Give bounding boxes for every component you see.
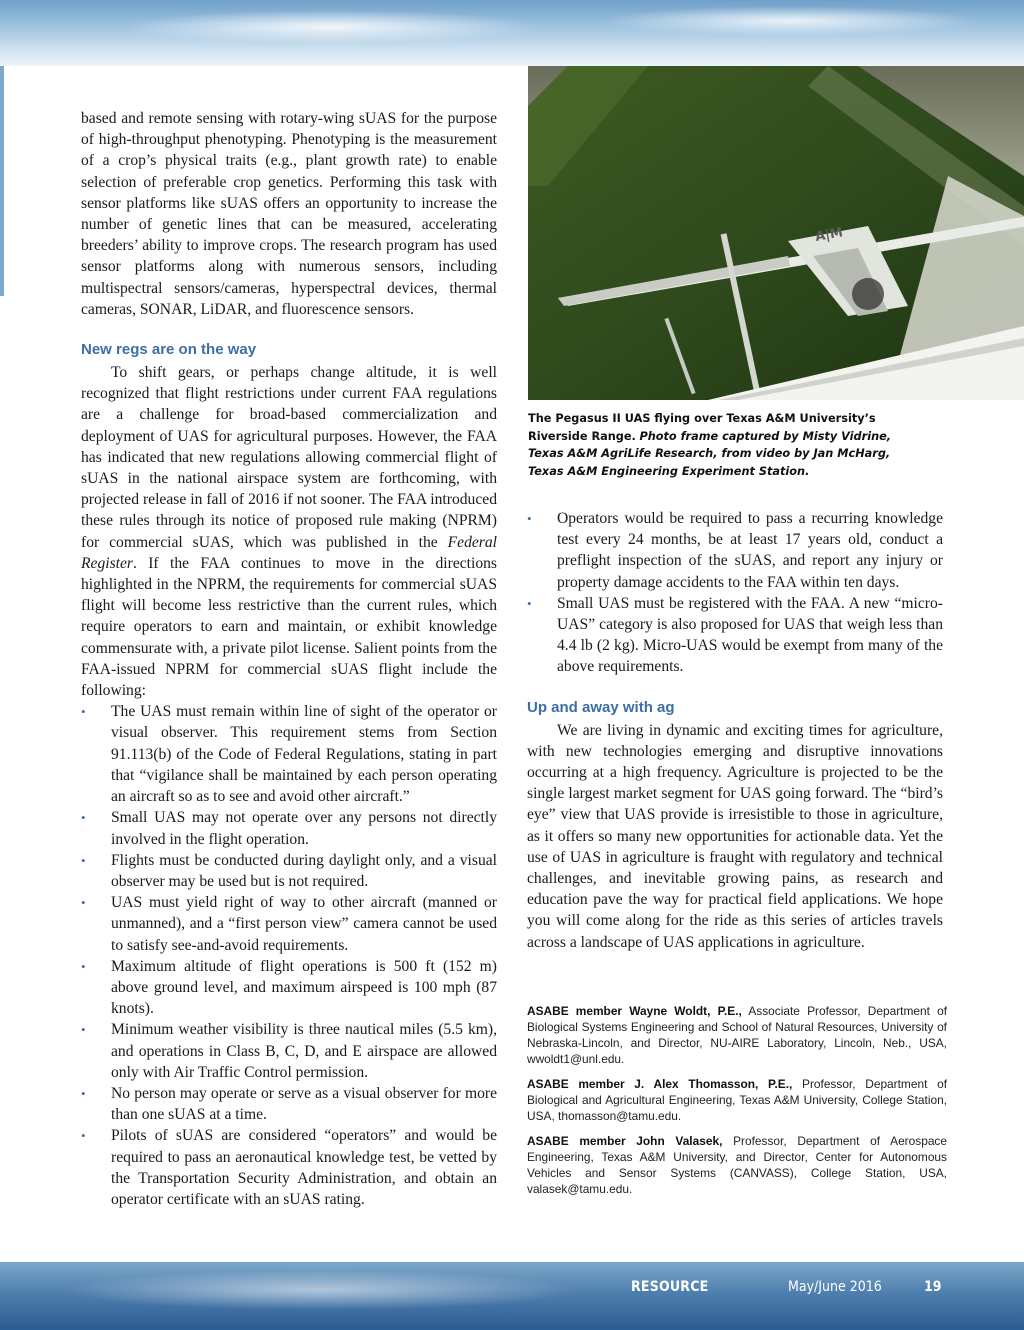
- list-item: • Maximum altitude of flight operations is 500 ft (152 m) above ground level, and maximum airspeed is 100 mph (87 knots).: [81, 957, 497, 1018]
- page-number: 19: [924, 1279, 942, 1295]
- footer-sky-band: [0, 1262, 1024, 1330]
- list-item: • Minimum weather visibility is three nautical miles (5.5 km), and operations in Class B, C, D, and E airspace are allowed only with Air Traffic Control permission.: [81, 1021, 497, 1081]
- author-bio: ASABE member Wayne Woldt, P.E., Associate Professor, Department of Biological Systems Engineering and School of Natural Resources, University of Nebraska-Lincoln, and Director, NU-AIRE Laboratory, Lincoln, Neb., USA, wwoldt1@unl.edu.: [527, 1004, 948, 1066]
- regs-bullet-list-continued: [527, 508, 943, 678]
- bullet-icon: •: [81, 958, 86, 974]
- aircraft-marking: A|M: [814, 225, 845, 245]
- bullet-icon: •: [81, 704, 86, 720]
- list-item: • Operators would be required to pass a recurring knowledge test every 24 months, be at least 17 years old, conduct a preflight inspection of the sUAS, and report any injury or property damage accidents to the FAA within ten days.: [527, 510, 943, 591]
- author-bios: [527, 1003, 947, 1206]
- cloud: [120, 10, 540, 44]
- list-item: • Flights must be conducted during daylight only, and a visual observer may be used but is not required.: [81, 851, 497, 890]
- list-item: • No person may operate or serve as a visual observer for more than one sUAS at a time.: [81, 1084, 497, 1124]
- bullet-icon: •: [81, 852, 86, 868]
- regs-paragraph: To shift gears, or perhaps change altitude, it is well recognized that flight restrictions under current FAA regulations are a challenge for broad-based commercialization and deployment of UAS for agricultural purposes. However, the FAA has indicated that new regulations allowing commercial flight of sUAS in the national airspace system are forthcoming, with projected release in fall of 2016 if not sooner. The FAA introduced these rules through its notice of proposed rule making (NPRM) for commercial sUAS, which was published in the Federal Register. If the FAA continues to move in the directions highlighted in the NPRM, the requirements for commercial sUAS flight will become less restrictive than the current rules, which require operators to earn and maintain, or exhibit knowledge commensurate with, a private pilot license. Salient points from the FAA-issued NPRM for commercial sUAS flight include the following:: [81, 364, 497, 700]
- journal-title: Federal Register: [81, 533, 497, 572]
- uas-photo: [528, 66, 1024, 400]
- uas-photo-illustration: [528, 66, 1024, 400]
- ag-paragraph: We are living in dynamic and exciting times for agriculture, with new technologies emerging and disruptive innovations occurring at a high frequency. Agriculture is projected to be the single largest market segment for UAS going forward. The “bird’s eye” view that UAS provide is irresistible to those in agriculture, as it offers so many new opportunities for actionable data. Yet the use of UAS in agriculture is fraught with regulatory and technical challenges, and inevitable growing pains, as research and education pave the way for practical field applications. We hope you will come along for the ride as this series of articles travels across a landscape of UAS applications in agriculture.: [527, 721, 943, 951]
- intro-paragraph: based and remote sensing with rotary-wing sUAS for the purpose of high-throughput phenotyping. Phenotyping is the measurement of a crop’s physical traits (e.g., plant growth rate) to enable selection of preferable crop genetics. Performing this task with sensor platforms like sUAS offers an opportunity to increase the number of genetic lines that can be measured, accelerating breeders’ ability to improve crops. The research program has used sensor platforms along with numerous sensors, including multispectral sensors/cameras, hyperspectral devices, thermal cameras, SONAR, LiDAR, and fluorescence sensors.: [81, 110, 497, 318]
- issue-date: May/June 2016: [788, 1279, 882, 1295]
- header-sky-band: [0, 0, 1024, 66]
- list-item: • Small UAS must be registered with the FAA. A new “micro-UAS” category is also proposed for UAS that weigh less than 4.4 lb (2 kg). Micro-UAS would be exempt from many of the above requirements.: [527, 594, 943, 676]
- bullet-icon: •: [81, 810, 86, 826]
- bullet-icon: •: [81, 1085, 86, 1101]
- list-item: • Pilots of sUAS are considered “operators” and would be required to pass an aeronautical knowledge test, be vetted by the Transportation Security Administration, and obtain an operator certificate with an sUAS rating.: [81, 1127, 497, 1208]
- column-left: [81, 108, 497, 1210]
- bullet-icon: •: [527, 511, 532, 526]
- list-item: • Small UAS may not operate over any persons not directly involved in the flight operation.: [81, 809, 497, 848]
- list-item: • The UAS must remain within line of sight of the operator or visual observer. This requirement stems from Section 91.113(b) of the Code of Federal Regulations, stating in part that “vigilance shall be maintained by each person operating an aircraft so as to see and avoid other aircraft.”: [81, 703, 497, 806]
- bullet-icon: •: [81, 1022, 86, 1038]
- author-bio: ASABE member J. Alex Thomasson, P.E., Professor, Department of Biological and Agricultural Engineering, Texas A&M University, College Station, USA, thomasson@tamu.edu.: [527, 1077, 947, 1123]
- author-bio: ASABE member John Valasek, Professor, Department of Aerospace Engineering, Texas A&M University, and Director, Center for Autonomous Vehicles and Sensor Systems (CANVASS), College Station, USA, valasek@tamu.edu.: [527, 1134, 947, 1196]
- page-edge-accent: [0, 66, 4, 296]
- section-heading-regs: New regs are on the way: [81, 341, 257, 359]
- magazine-name: RESOURCE: [631, 1279, 709, 1295]
- column-right: [527, 508, 943, 953]
- cloud: [60, 1270, 580, 1310]
- bullet-icon: •: [81, 1128, 86, 1144]
- cloud: [600, 6, 980, 36]
- photo-caption: The Pegasus II UAS flying over Texas A&M University’s Riverside Range. Photo frame captured by Misty Vidrine, Texas A&M AgriLife Research, from video by Jan McHarg, Texas A&M Engineering Experiment Station.: [528, 412, 892, 478]
- list-item: • UAS must yield right of way to other aircraft (manned or unmanned), and a “first person view” camera cannot be used to satisfy see-and-avoid requirements.: [81, 894, 497, 954]
- bullet-icon: •: [527, 595, 532, 611]
- bullet-icon: •: [81, 895, 86, 911]
- section-heading-ag: Up and away with ag: [527, 698, 675, 716]
- regs-bullet-list: [81, 701, 497, 1210]
